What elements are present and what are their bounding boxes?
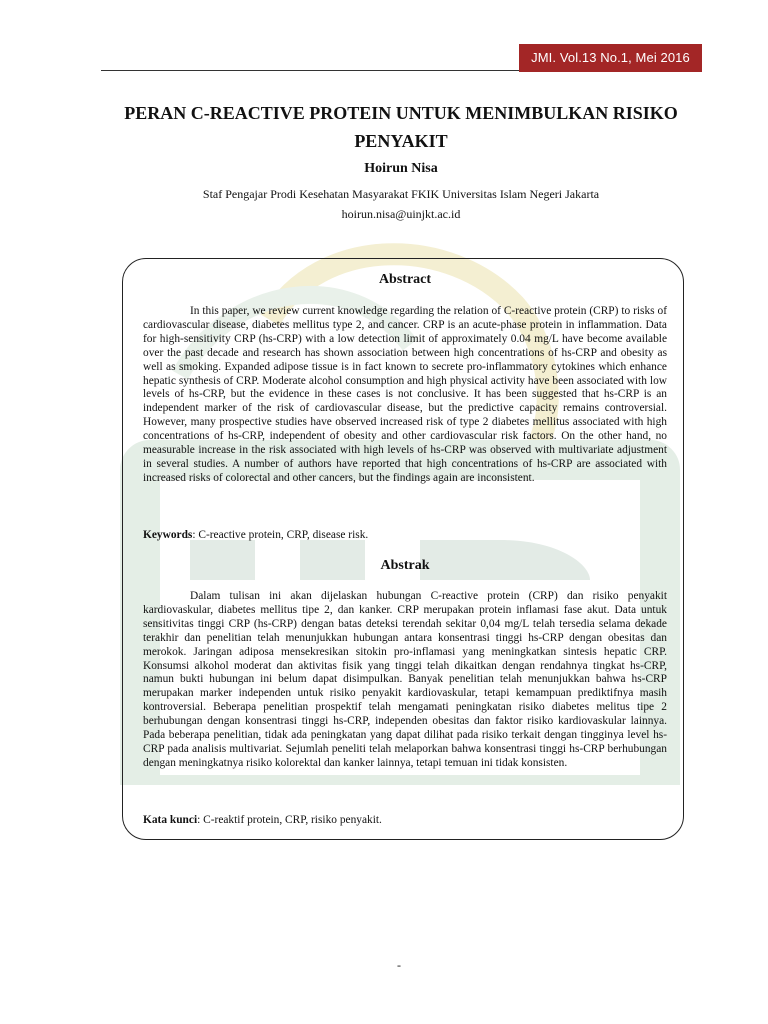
kata-kunci-text: : C-reaktif protein, CRP, risiko penyakit.	[197, 814, 382, 826]
abstrak-heading: Abstrak	[380, 558, 430, 573]
paper-title	[100, 99, 702, 155]
keywords-text: : C-reactive protein, CRP, disease risk.	[192, 529, 369, 541]
author-affiliation: Staf Pengajar Prodi Kesehatan Masyarakat FKIK Universitas Islam Negeri Jakarta	[202, 187, 600, 201]
kata-kunci-line	[143, 814, 667, 826]
author-email: hoirun.nisa@uinjkt.ac.id	[341, 207, 461, 221]
header-rule	[101, 70, 519, 71]
abstract-body: In this paper, we review current knowledge regarding the relation of C-reactive protein (CRP) to risks of cardiovascular disease, diabetes mellitus type 2, and cancer. CRP is an acute-phase protein in inflammation. Data for high-sensitivity CRP (hs-CRP) with a low detection limit of approximately 0.04 mg/L have become available over the past decade and research has shown association between high concentrations of hs-CRP and obesity as well as smoking. Expanded adipose tissue is in fact known to secrete pro-inflammatory cytokines which enhance hepatic synthesis of CRP. Moderate alcohol consumption and high physical activity have been associated with low levels of hs-CRP, but the evidence in these cases is not conclusive. It has been suggested that hs-CRP is an independent marker of the risk of cardiovascular disease, but the predictive capacity remains controversial. However, many prospective studies have observed increased risk of type 2 diabetes mellitus associated with high concentrations of hs-CRP, independent of obesity and other cardiovascular risk factors. On the other hand, no measurable increase in the risk associated with high levels of hs-CRP was observed with multivariate adjustment in several studies. A number of authors have reported that high concentrations of hs-CRP are associated with increased risks of colorectal and other cancers, but the findings again are inconsistent.	[143, 305, 667, 484]
page-number: -	[397, 958, 401, 972]
kata-kunci-label: Kata kunci	[143, 814, 198, 826]
title-line-2: PENYAKIT	[354, 131, 448, 151]
title-line-1: PERAN C-REACTIVE PROTEIN UNTUK MENIMBULKAN RISIKO	[124, 103, 678, 123]
author-name: Hoirun Nisa	[364, 161, 438, 176]
abstrak-body: Dalam tulisan ini akan dijelaskan hubungan C-reactive protein (CRP) dan risiko penyakit kardiovaskular, diabetes mellitus tipe 2, dan kanker. CRP merupakan protein inflamasi fase akut. Data untuk sensitivitas tinggi CRP (hs-CRP) dengan batas deteksi terendah sekitar 0,04 mg/L telah tersedia selama dekade terakhir dan penelitian telah menunjukkan hubungan antara konsentrasi tinggi hs-CRP dengan obesitas dan merokok. Jaringan adiposa mensekresikan sitokin pro-inflamasi yang meningkatkan sintesis hepatic CRP. Konsumsi alkohol moderat dan aktivitas fisik yang tinggi telah dikaitkan dengan rendahnya tingkat hs-CRP, namun bukti hubungan ini belum dapat disimpulkan. Banyak penelitian telah menunjukkan bahwa hs-CRP merupakan marker independen untuk risiko penyakit kardiovaskular, tetapi kemampuan prediktifnya masih kontroversial. Beberapa penelitian prospektif telah mengamati peningkatan risiko diabetes melitus tipe 2 berhubungan dengan konsentrasi tinggi hs-CRP, independen obesitas dan faktor risiko kardiovaskular lainnya. Pada beberapa penelitian, tidak ada peningkatan yang dapat dilihat pada risiko terkait dengan tingginya level hs-CRP pada analisis multivariat. Sejumlah peneliti telah melaporkan bahwa konsentrasi tinggi hs-CRP berhubungan dengan meningkatnya risiko kolorektal dan kanker lainnya, tetapi temuan ini tidak konsisten.	[143, 590, 667, 769]
abstract-heading: Abstract	[378, 272, 432, 287]
journal-issue-badge: JMI. Vol.13 No.1, Mei 2016	[519, 44, 702, 72]
abstract-box	[122, 258, 684, 840]
keywords-line	[143, 529, 667, 541]
keywords-label: Keywords	[143, 529, 193, 541]
